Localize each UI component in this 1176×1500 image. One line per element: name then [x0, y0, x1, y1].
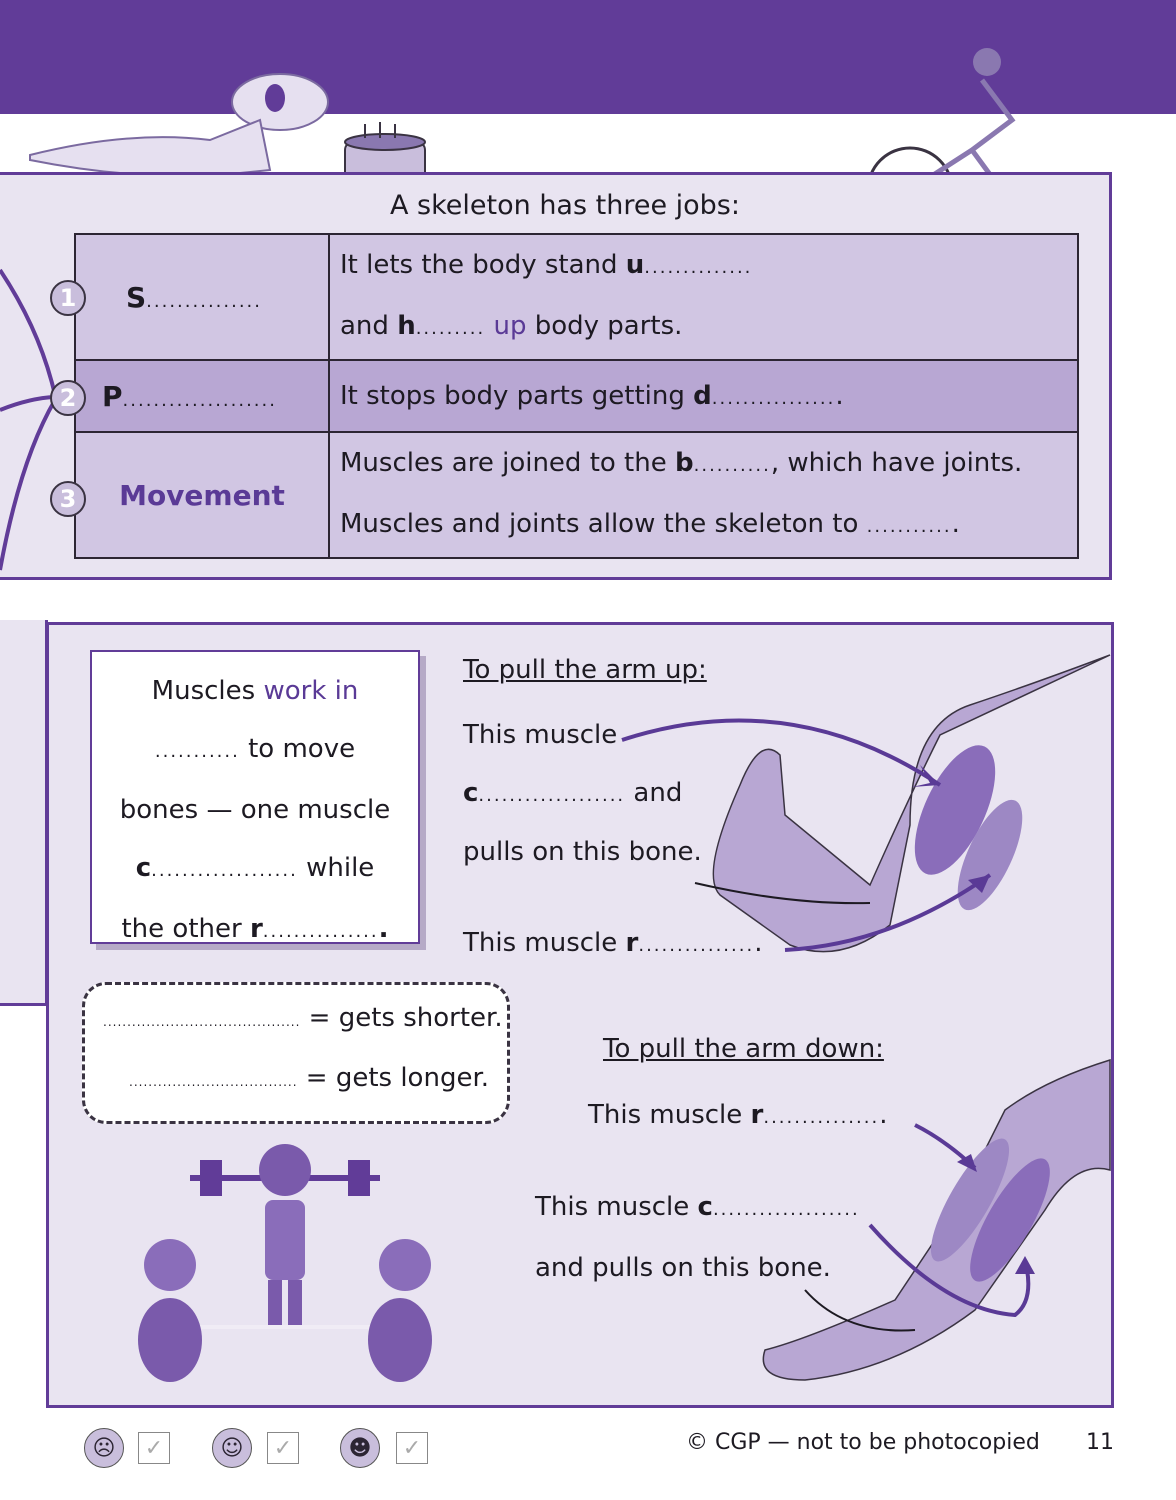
hint-letter: u — [625, 250, 645, 280]
desc-text: . — [951, 509, 960, 539]
desc-text: , which have joints. — [770, 448, 1023, 478]
hint-letter: c — [135, 853, 152, 883]
answer-blank[interactable]: ............... — [763, 1107, 880, 1128]
hint-letter: c — [697, 1192, 713, 1222]
answer-blank[interactable]: ................... — [712, 1199, 860, 1220]
answer-blank[interactable]: .............. — [644, 257, 753, 278]
desc-text: and — [340, 311, 398, 341]
answer-blank[interactable]: ............... — [262, 921, 379, 942]
desc-text: Muscles and joints allow the skeleton to — [340, 509, 867, 539]
box-text: . — [378, 914, 389, 944]
desc-text: . — [835, 381, 844, 411]
definitions-box — [82, 982, 510, 1124]
arm-text: . — [879, 1100, 888, 1130]
page-number: 11 — [1086, 1430, 1114, 1455]
muscles-work-box — [90, 650, 420, 944]
hint-letter: r — [249, 914, 263, 944]
jobs-title: A skeleton has three jobs: — [390, 190, 740, 221]
answer-blank[interactable]: ........... — [866, 516, 952, 537]
hint-letter: d — [693, 381, 712, 411]
answer-blank[interactable]: .......... — [693, 455, 771, 476]
unsure-tick-box[interactable]: ✓ — [138, 1432, 170, 1464]
job-row-support — [75, 234, 1078, 360]
hint-letter: r — [625, 928, 639, 958]
answer-blank[interactable]: ................... — [151, 860, 298, 881]
answer-blank[interactable]: ................................... — [129, 1075, 298, 1089]
job-description-cell — [329, 432, 1078, 558]
number-badge-2: 2 — [50, 380, 86, 416]
definition-text: = gets longer. — [305, 1063, 490, 1093]
answer-blank[interactable]: ............... — [146, 290, 262, 312]
arm-text: This muscle — [463, 928, 626, 958]
tug-of-war-illustration — [130, 1135, 440, 1405]
box-text: Muscles — [151, 676, 264, 706]
highlight-text: work in — [263, 676, 359, 706]
ok-face-icon: ☺ — [212, 1428, 252, 1468]
desc-text: It stops body parts getting — [340, 381, 694, 411]
job-name-letter: S — [126, 280, 147, 314]
job-name-cell: Movement — [75, 432, 329, 558]
skeleton-jobs-table — [74, 233, 1079, 559]
job-name-cell — [75, 360, 329, 432]
happy-tick-box[interactable]: ✓ — [396, 1432, 428, 1464]
number-badge-3: 3 — [50, 481, 86, 517]
desc-text: It lets the body stand — [340, 250, 626, 280]
answer-blank[interactable]: ........... — [154, 741, 240, 762]
box-text: while — [297, 853, 375, 883]
answer-blank[interactable]: ......................................... — [103, 1015, 301, 1029]
job-name-cell — [75, 234, 329, 360]
arm-text: This muscle — [588, 1100, 751, 1130]
answer-blank[interactable]: ................ — [711, 388, 836, 409]
job-name-letter: P — [102, 379, 123, 413]
arm-up-line1: This muscle — [463, 720, 618, 750]
hint-letter: h — [397, 311, 416, 341]
answer-blank[interactable]: .................... — [122, 389, 277, 411]
hint-letter: r — [750, 1100, 764, 1130]
box-text: to move — [239, 734, 356, 764]
straight-arm-muscle-diagram — [745, 1050, 1115, 1400]
left-strip — [0, 620, 48, 1006]
copyright-notice: © CGP — not to be photocopied — [686, 1430, 1040, 1455]
desc-text: Muscles are joined to the — [340, 448, 675, 478]
arm-up-line3: pulls on this bone. — [463, 837, 702, 867]
unsure-face-icon: ☹ — [84, 1428, 124, 1468]
arm-text: and — [625, 778, 683, 808]
job-row-movement — [75, 432, 1078, 558]
job-description-cell — [329, 234, 1078, 360]
ok-tick-box[interactable]: ✓ — [267, 1432, 299, 1464]
number-badge-1: 1 — [50, 280, 86, 316]
answer-blank[interactable]: ......... — [415, 318, 486, 339]
box-text: the other — [121, 914, 250, 944]
arm-down-line3: and pulls on this bone. — [535, 1253, 831, 1283]
job-row-protect — [75, 360, 1078, 432]
happy-face-icon: ☻ — [340, 1428, 380, 1468]
box-text: bones — one muscle — [119, 795, 391, 825]
arm-down-heading: To pull the arm down: — [603, 1034, 884, 1064]
arm-text: This muscle — [535, 1192, 698, 1222]
arm-text: . — [754, 928, 763, 958]
answer-blank[interactable]: ............... — [638, 935, 755, 956]
desc-text: body parts. — [526, 311, 683, 341]
answer-blank[interactable]: ................... — [478, 785, 626, 806]
hint-letter: b — [675, 448, 694, 478]
definition-text: = gets shorter. — [308, 1003, 503, 1033]
arm-up-heading: To pull the arm up: — [463, 655, 707, 685]
highlight-text: up — [485, 311, 527, 341]
job-description-cell — [329, 360, 1078, 432]
hint-letter: c — [463, 778, 479, 808]
bent-arm-muscle-diagram — [610, 645, 1115, 975]
